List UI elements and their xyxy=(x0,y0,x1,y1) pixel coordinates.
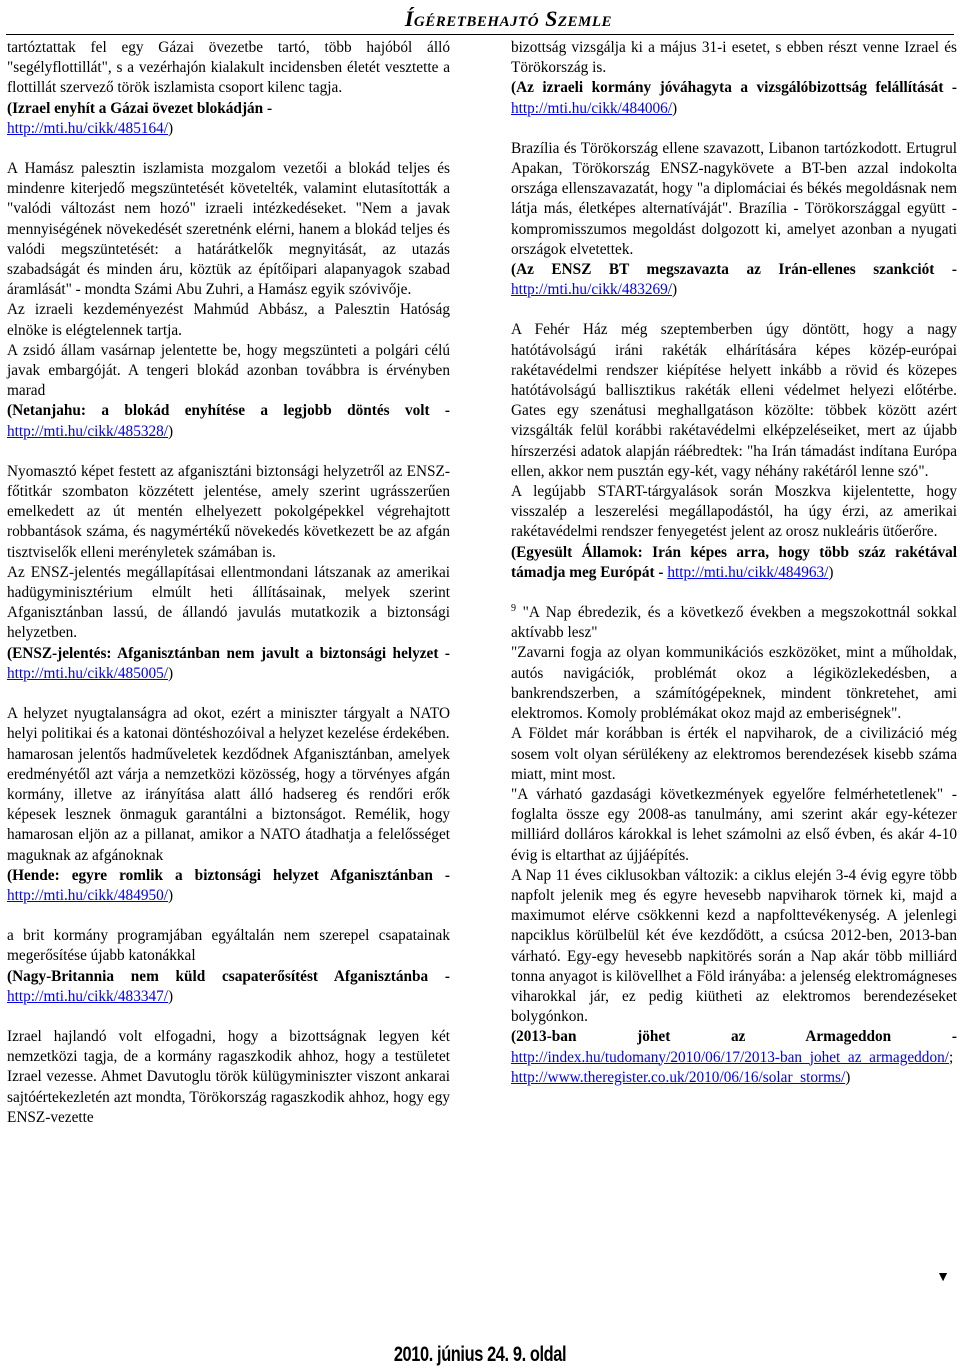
headline: (2013-ban jöhet az Armageddon - xyxy=(511,1028,957,1046)
source-line: (Az izraeli kormány jóváhagyta a vizsgálóbizottság felállítását - http://mti.hu/cikk/484006/) xyxy=(511,79,957,117)
right-column xyxy=(511,38,957,1088)
header-rule xyxy=(6,34,954,35)
article-link[interactable]: http://index.hu/tudomany/2010/06/17/2013-ban_johet_az_armageddon/ xyxy=(511,1048,950,1066)
article-link[interactable]: http://mti.hu/cikk/485164/ xyxy=(7,119,169,137)
paragraph: Brazília és Törökország ellene szavazott, Libanon tartózkodott. Ertugrul Apakan, Törökország ENSZ-nagykövete a BT-ben azzal indokolta országa ellenszavazatát, hogy "a diplomáciai és békés megoldásnak nem látja más, életképes alternatíváját". Brazília - Törökországgal együtt - kompromisszumos megoldást dolgozott ki, amelyet azonban a nyugati országok elvetettek. xyxy=(511,139,957,258)
paragraph: a brit kormány programjában egyáltalán nem szerepel csapatainak megerősítése újabb katonákkal xyxy=(7,927,450,965)
paragraph: A zsidó állam vasárnap jelentette be, hogy megszünteti a polgári célú javak embargóját. A tengeri blokád azonban továbbra is érvényben marad xyxy=(7,341,450,400)
article-link[interactable]: http://mti.hu/cikk/484006/ xyxy=(511,99,673,117)
paragraph: A Nap 11 éves ciklusokban változik: a ciklus elején 3-4 évig egyre több napfolt jelenik meg és egyre hevesebb napviharok törnek ki, majd a maximumot elérve csökkenni kezd a napfolttevékenység. A jelenlegi napciklus körülbelül két éve kezdődött, a csúcsa 2012-ben, 2013-ban várható. Egy-egy hevesebb napkitörés során a Nap akár több milliárd tonna anyagot is kilövellhet a Föld irányába: a jelenség elektromágneses viharokkal jár, ez pedig kiütheti az elektromos berendezéseket bolygónkon. xyxy=(511,866,957,1026)
paragraph: Az ENSZ-jelentés megállapításai ellentmondani látszanak az amerikai hadügyminisztérium elmúlt heti állításainak, melyek szerint Afganisztánban lassú, de állandó javulás mutatkozik a biztonsági helyzetben. xyxy=(7,563,450,642)
paragraph: A helyzet nyugtalanságra ad okot, ezért a miniszter tárgyalt a NATO helyi politikai és a katonai döntéshozóival a helyzet kezelése érdekében. xyxy=(7,705,450,743)
headline: (Az izraeli kormány jóváhagyta a vizsgálóbizottság felállítását - xyxy=(511,79,957,97)
headline: (ENSZ-jelentés: Afganisztánban nem javult a biztonsági helyzet - xyxy=(7,644,450,662)
article-link[interactable]: http://mti.hu/cikk/485005/ xyxy=(7,664,169,682)
source-line: (Egyesült Államok: Irán képes arra, hogy több száz rakétával támadja meg Európát - http://mti.hu/cikk/484963/) xyxy=(511,543,957,581)
source-line: (2013-ban jöhet az Armageddon - http://index.hu/tudomany/2010/06/17/2013-ban_johet_az_armageddon/; http://www.theregister.co.uk/2010/06/16/solar_storms/) xyxy=(511,1028,957,1086)
publication-title: Ígéretbehajtó Szemle xyxy=(404,6,612,31)
source-line: (Az ENSZ BT megszavazta az Irán-ellenes szankciót - http://mti.hu/cikk/483269/) xyxy=(511,261,957,299)
paragraph: Az izraeli kezdeményezést Mahmúd Abbász, a Palesztin Hatóság elnöke is elégtelennek tartja. xyxy=(7,301,450,339)
source-line: (Netanjahu: a blokád enyhítése a legjobb döntés volt - http://mti.hu/cikk/485328/) xyxy=(7,402,450,440)
paragraph: A Fehér Ház még szeptemberben úgy döntött, hogy a nagy hatótávolságú iráni rakéták elhárítására képes közép-európai rakétavédelmi rendszer kiépítése helyett inkább a rövid és közepes hatótávolságú ballisztikus rakéták elleni védelmet helyezi előtérbe. Gates egy szenátusi meghallgatáson közölte: többek között azért vizsgálták felül korábbi rakétavédelmi elképzeléseiket, mert az újabb hírszerzési adatok alapján ráébredtek: "ha Irán támadást indítana Európa ellen, akkor nem pusztán egy-két, vagy néhány rakétáról lenne szó". xyxy=(511,321,957,480)
paragraph: hamarosan jelentős hadműveletek kezdődnek Afganisztánban, amelyek eredményétől azt várja a nemzetközi közösség, hogy a törvényes afgán kormány, illetve az irányítása alatt álló hadsereg és rendőri erők képesek lesznek önmaguk garantálni a biztonságot. Remélik, hogy hamarosan eljön az a pillanat, amikor a NATO átadhatja a felelősséget maguknak az afgánoknak xyxy=(7,745,450,864)
paragraph: $^9$ "A Nap ébredezik, és a következő években a megszokottnál sokkal aktívabb lesz" xyxy=(511,602,957,642)
footnote-number: 9 xyxy=(511,602,516,614)
headline: (Nagy-Britannia nem küld csapaterősítést Afganisztánba - xyxy=(7,967,450,985)
source-line: (Izrael enyhít a Gázai övezet blokádján - http://mti.hu/cikk/485164/) xyxy=(7,99,273,137)
paragraph: Izrael hajlandó volt elfogadni, hogy a bizottságnak legyen két nemzetközi tagja, de a kormány ragaszkodik ahhoz, hogy a testületet Izrael vezesse. Ahmet Davutoglu török külügyminiszter viszont ankarai sajtóértekezletén azt mondta, Törökország ragaszkodik ahhoz, hogy egy ENSZ-vezette xyxy=(7,1027,450,1126)
article-link[interactable]: http://mti.hu/cikk/484950/ xyxy=(7,886,169,904)
article-link[interactable]: http://mti.hu/cikk/484963/ xyxy=(667,563,829,581)
paragraph: A Hamász palesztin iszlamista mozgalom vezetői a blokád teljes és mindenre kiterjedő megszüntetését követelték, valamint elutasították a "valódi változást nem hozó" izraeli intézkedéseket. "Nem a javak mennyiségének növekedését szeretnénk elérni, hanem a blokád teljes és valódi megszüntetését: a határátkelők megnyitását, az utazás szabadságát és minden áru, köztük az építőipari alapanyagok szabad áramlását" - mondta Számi Abu Zuhri, a Hamász egyik szóvivője. xyxy=(7,160,450,299)
headline: (Az ENSZ BT megszavazta az Irán-ellenes szankciót - xyxy=(511,261,957,279)
article-link[interactable]: http://mti.hu/cikk/485328/ xyxy=(7,422,169,440)
paragraph: Nyomasztó képet festett az afganisztáni biztonsági helyzetről az ENSZ-főtitkár szombaton közzétett jelentése, amely szerint ugrásszerűen emelkedett az út mentén elhelyezett pokolgépekkel végrehajtott robbantások száma, és nagymértékű növekedés következett be az afgán tisztviselők elleni merényletek számában is. xyxy=(7,462,450,561)
source-line: (Hende: egyre romlik a biztonsági helyzet Afganisztánban - http://mti.hu/cikk/484950/) xyxy=(7,866,450,904)
paragraph: bizottság vizsgálja ki a május 31-i esetet, s ebben részt venne Izrael és Törökország is. xyxy=(511,39,957,77)
paragraph: "Zavarni fogja az olyan kommunikációs eszközöket, mint a műholdak, autós navigációk, problémát okoz a légiközlekedésben, a bankrendszerben, a számítógépeknek, mindent tönkretehet, ami elektromos. Komoly problémákat okoz majd az emberiségnek". xyxy=(511,644,957,723)
source-line: (ENSZ-jelentés: Afganisztánban nem javult a biztonsági helyzet - http://mti.hu/cikk/485005/) xyxy=(7,644,450,682)
paragraph: tartóztattak fel egy Gázai övezetbe tartó, több hajóból álló "segélyflottillát", s a vezérhajón kialakult incidensben életét vesztette a flottillát szervező török iszlamista csoport kilenc tagja. xyxy=(7,39,450,97)
headline: (Netanjahu: a blokád enyhítése a legjobb döntés volt - xyxy=(7,402,450,420)
headline: (Egyesült Államok: Irán képes arra, hogy több száz rakétával támadja meg Európát - xyxy=(511,543,957,581)
continue-arrow-icon: ▼ xyxy=(936,1270,950,1285)
page-footer: 2010. június 24. 9. oldal xyxy=(393,1343,567,1366)
article-link[interactable]: http://mti.hu/cikk/483269/ xyxy=(511,281,673,299)
paragraph: "A várható gazdasági következmények egyelőre felmérhetetlenek" - foglalta össze egy 2008-as tanulmány, ami szerint akár egy-kétezer milliárd dolláros károkkal is lehet számolni az első évben, és akár 4-10 évig is eltarthat az újjáépítés. xyxy=(511,785,957,864)
article-link[interactable]: http://mti.hu/cikk/483347/ xyxy=(7,987,169,1005)
left-column xyxy=(7,38,450,1128)
source-line: (Nagy-Britannia nem küld csapaterősítést Afganisztánba - http://mti.hu/cikk/483347/) xyxy=(7,967,450,1005)
paragraph: A legújabb START-tárgyalások során Moszkva kijelentette, hogy visszalép a leszerelési megállapodástól, ha úgy érzi, az amerikai rakétavédelmi rendszer fenyegetést jelent az orosz nukleáris ütőerőre. xyxy=(511,483,957,541)
paragraph: A Földet már korábban is érték el napviharok, de a civilizáció még sosem volt olyan sérülékeny az elektromos berendezések kisebb száma miatt, mint most. xyxy=(511,725,957,783)
headline: (Hende: egyre romlik a biztonsági helyzet Afganisztánban - xyxy=(7,866,450,884)
headline: (Izrael enyhít a Gázai övezet blokádján - xyxy=(7,99,273,117)
article-link[interactable]: http://www.theregister.co.uk/2010/06/16/solar_storms/ xyxy=(511,1068,846,1086)
